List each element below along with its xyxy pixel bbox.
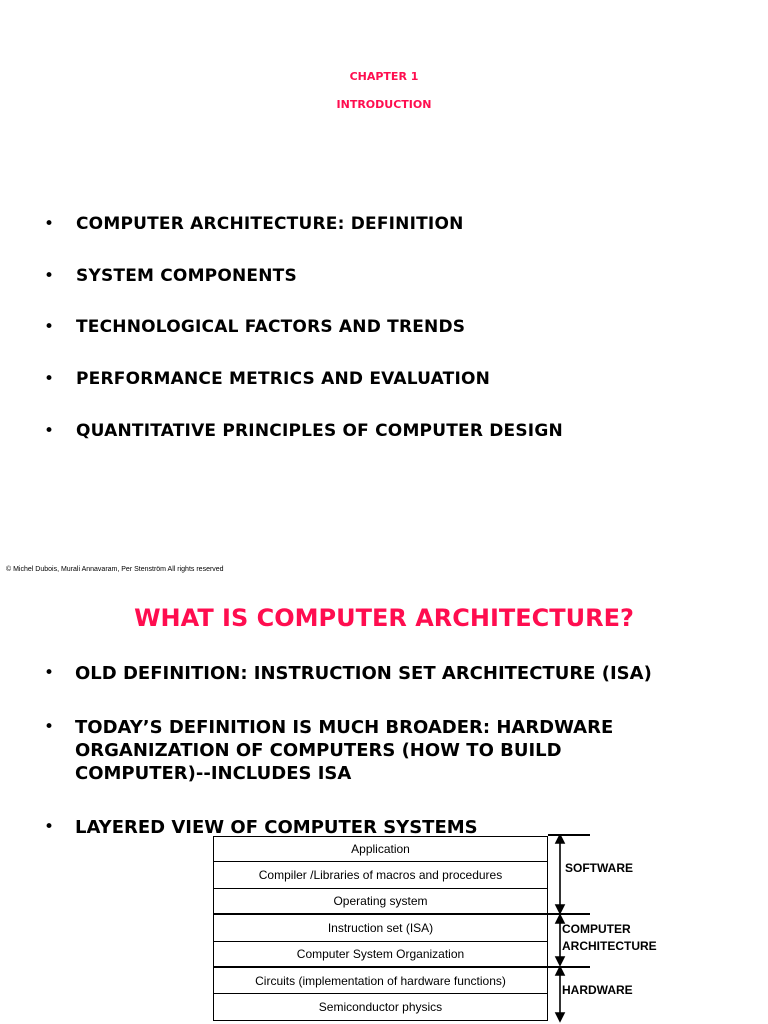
list-item-text: COMPUTER ARCHITECTURE: DEFINITION [76, 214, 464, 234]
copyright-notice: © Michel Dubois, Murali Annavaram, Per Stenström All rights reserved [6, 566, 224, 573]
list-item-text: LAYERED VIEW OF COMPUTER SYSTEMS [75, 817, 478, 838]
list-item-text: SYSTEM COMPONENTS [76, 266, 297, 286]
layer-semiconductor: Semiconductor physics [213, 994, 548, 1020]
architecture-hardware-divider [213, 966, 590, 968]
software-label: SOFTWARE [565, 861, 633, 875]
list-item-text: OLD DEFINITION: INSTRUCTION SET ARCHITECTURE (ISA) [75, 663, 652, 684]
list-item-text: PERFORMANCE METRICS AND EVALUATION [76, 369, 491, 389]
bullet-icon: • [44, 214, 55, 234]
bullet-icon: • [44, 317, 55, 337]
bullet-icon: • [44, 817, 55, 837]
bullet-icon: • [44, 266, 55, 286]
architecture-label-line2: ARCHITECTURE [562, 939, 657, 953]
list-item-text: TECHNOLOGICAL FACTORS AND TRENDS [76, 317, 466, 337]
bullet-icon: • [44, 369, 55, 389]
layer-instruction-set: Instruction set (ISA) [213, 915, 548, 941]
layer-stack [213, 836, 548, 1021]
layer-application: Application [213, 836, 548, 862]
chapter-subtitle: INTRODUCTION [336, 98, 432, 111]
architecture-label-line1: COMPUTER [562, 922, 631, 936]
layer-circuits: Circuits (implementation of hardware functions) [213, 968, 548, 994]
arrow-up-icon [556, 967, 564, 975]
layer-operating-system: Operating system [213, 889, 548, 915]
bullet-icon: • [44, 421, 55, 441]
arrow-down-icon [556, 905, 564, 913]
chapter-label: CHAPTER 1 [349, 70, 419, 83]
hardware-label: HARDWARE [562, 983, 633, 997]
layer-compiler: Compiler /Libraries of macros and procedures [213, 862, 548, 888]
arrow-down-icon [556, 957, 564, 965]
list-item-text: QUANTITATIVE PRINCIPLES OF COMPUTER DESIGN [76, 421, 563, 441]
arrow-down-icon [556, 1013, 564, 1021]
bullet-icon: • [44, 717, 55, 737]
list-item-text: TODAY’S DEFINITION IS MUCH BROADER: HARDWARE ORGANIZATION OF COMPUTERS (HOW TO BUILD COMPUTER)--INCLUDES ISA [75, 717, 614, 784]
layer-system-organization: Computer System Organization [213, 942, 548, 968]
arrow-up-icon [556, 835, 564, 843]
software-hardware-divider [213, 913, 590, 915]
slide-title: WHAT IS COMPUTER ARCHITECTURE? [134, 604, 634, 632]
bullet-icon: • [44, 663, 55, 683]
